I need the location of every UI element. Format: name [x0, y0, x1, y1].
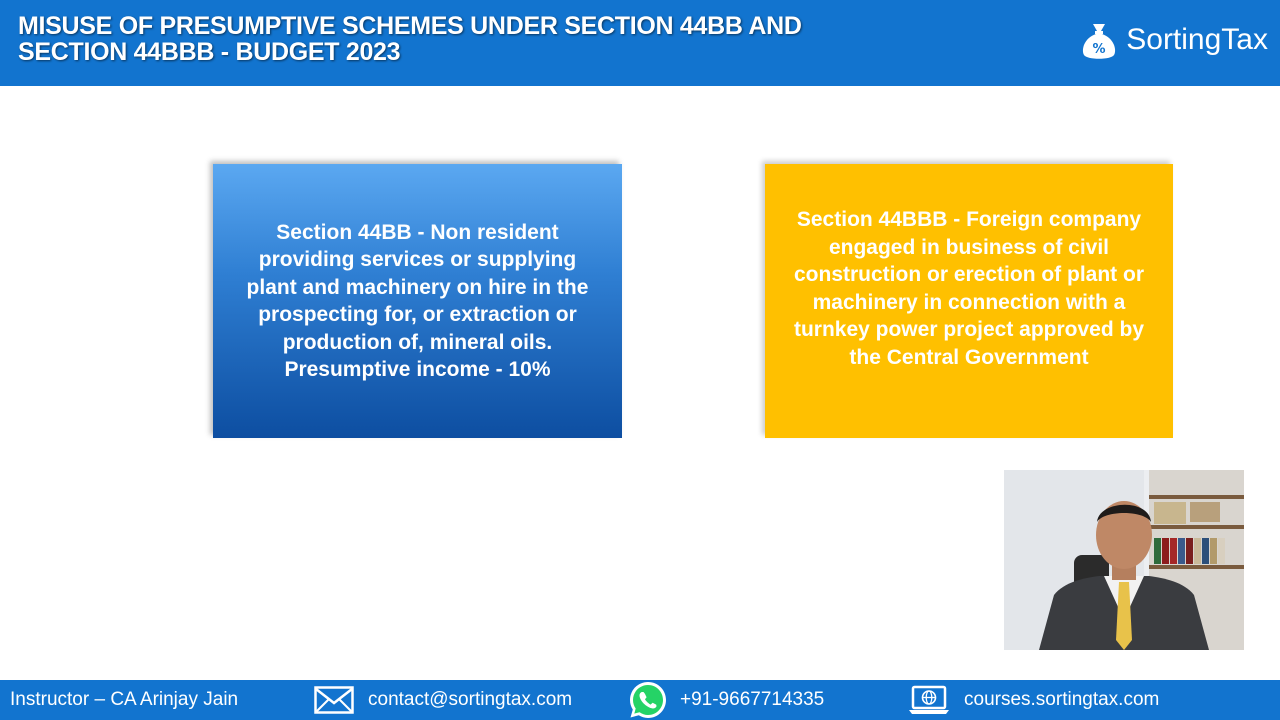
section-44bbb-text: Section 44BBB - Foreign company engaged in business of civil construction or erection of plant or machinery in connection with a turnkey power project approved by the Central Government: [793, 208, 1145, 369]
footer-phone[interactable]: [628, 680, 824, 720]
brand-logo: [1080, 20, 1268, 60]
header-bar: [0, 0, 1280, 86]
envelope-icon: [314, 686, 354, 714]
footer-email[interactable]: [314, 680, 572, 720]
presenter-image: [1004, 470, 1244, 650]
website-link[interactable]: courses.sortingtax.com: [964, 689, 1160, 710]
section-44bb-text: Section 44BB - Non resident providing services or supplying plant and machinery on hire in the prospecting for, or extraction or production of, mineral oils. Presumptive income - 10%: [246, 220, 589, 381]
whatsapp-icon: [628, 680, 668, 720]
section-44bbb-card: [765, 164, 1173, 438]
section-44bb-card: [213, 164, 622, 438]
brand-name: SortingTax: [1126, 23, 1268, 56]
footer-instructor: [10, 680, 238, 720]
slide-title-line-2: SECTION 44BBB - BUDGET 2023: [18, 38, 401, 66]
phone-number[interactable]: +91-9667714335: [680, 689, 825, 710]
slide-title: [18, 13, 918, 65]
presenter-video: [1004, 470, 1244, 650]
money-bag-percent-icon: [1080, 20, 1118, 60]
instructor-name: Instructor – CA Arinjay Jain: [10, 689, 239, 710]
email-link[interactable]: contact@sortingtax.com: [368, 689, 573, 710]
slide-title-line-1: MISUSE OF PRESUMPTIVE SCHEMES UNDER SECTION 44BB AND: [18, 12, 802, 40]
footer-website[interactable]: [908, 680, 1159, 720]
footer-bar: [0, 680, 1280, 720]
svg-text:%: %: [1092, 42, 1106, 57]
laptop-globe-icon: [908, 685, 950, 715]
